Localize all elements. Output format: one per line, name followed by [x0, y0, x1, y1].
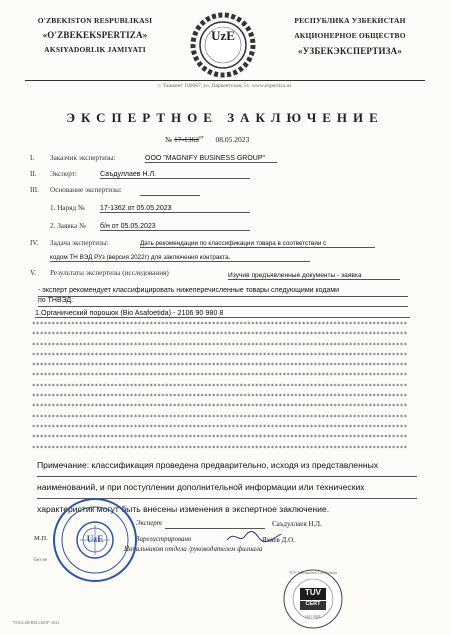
- uzexpertiza-logo-icon: [188, 10, 258, 80]
- expert-value: Саъдуллаев Н.Л.: [100, 171, 250, 179]
- header-left-line1: O'ZBEKISTON RESPUBLIKASI: [37, 16, 153, 25]
- tuv-mark: TUV: [305, 588, 321, 597]
- expert-sign-label: Эксперт: [136, 519, 162, 527]
- roman-i: I.: [30, 154, 35, 162]
- note-line3: характеристик могут быть внесены изменения в экспертное заключение.: [37, 504, 330, 514]
- document-number-line: [165, 135, 249, 144]
- results-line2-rule: [38, 296, 408, 297]
- task-value-line1: Дать рекомендации по классификации товара в соответствии с: [140, 240, 375, 248]
- roman-v: V.: [30, 269, 37, 277]
- header-right-line1: РЕСПУБЛИКА УЗБЕКИСТАН: [294, 16, 406, 25]
- logo-text: UzE: [211, 28, 235, 43]
- header-left-line3: AKSIYADORLIK JAMIYATI: [44, 45, 146, 54]
- expert-label: Эксперт:: [50, 170, 77, 178]
- application-label: 2. Заявка №: [50, 222, 86, 230]
- roman-iii: III.: [30, 186, 39, 194]
- registered-label: Зарегистрировано: [136, 535, 192, 543]
- number-suffix: от: [199, 135, 204, 141]
- expert-sign-name: Саъдуллаев Н.Л.: [272, 520, 322, 528]
- mp-label: М.П.: [34, 535, 48, 542]
- note-line2: наименований, и при поступлении дополнительной информации или технических: [37, 477, 417, 499]
- header-rule: [25, 80, 425, 81]
- customer-value: ООО "MAGNIFY BUSINESS GROUP": [145, 155, 277, 163]
- customer-label: Заказчик экспертизы:: [50, 154, 116, 162]
- header-right-line3: «УЗБЕКЭКСПЕРТИЗА»: [298, 46, 402, 56]
- printer-note: "TOULAR BELLEEN" 2024: [12, 620, 60, 625]
- tuv-top-text: TUV International Certification: [288, 571, 338, 575]
- handwritten-signature: [225, 528, 285, 551]
- results-line3-rule: [38, 306, 408, 307]
- note-line1: Примечание: классификация проведена предварительно, исходя из представленных: [37, 455, 417, 477]
- document-title: ЭКСПЕРТНОЕ ЗАКЛЮЧЕНИЕ: [66, 110, 384, 125]
- tuv-cert-text: CERT: [305, 601, 321, 607]
- number-prefix: №: [165, 135, 173, 144]
- task-value-line2: кодом ТН ВЭД РУз (версия 2022г) для заключения контракта.: [50, 254, 310, 262]
- filler-asterisks: ************************************************************************************************ ************************************************************************************************ ************************************************************************************************ ************************************************************************************************ ************************************************************************************************ ************************************************************************************************ ************************************************************************************************ ************************************************************************************************ ************************************************************************************************ ************************************************************************************************ ************************************************************************************************ ************************************************************************************************ ************************************************************************************************: [32, 321, 408, 452]
- without-label: Без не: [34, 558, 48, 563]
- results-line2: - эксперт рекомендует классифицировать нижеперечисленные товары следующими кодами: [38, 287, 340, 294]
- order-value: 17-1362 от 05.05.2023: [100, 205, 250, 213]
- roman-ii: II.: [30, 170, 37, 178]
- results-value-line1: Изучив предъявленные документы - заявка: [228, 272, 400, 280]
- order-label: 1. Наряд №: [50, 204, 85, 212]
- document-date: 08.05.2023: [215, 135, 250, 144]
- header-address: г. Ташкент 100007, ул. Паркентская, 51. www.expertiza.uz: [158, 83, 292, 89]
- application-value: б/н от 05.05.2023: [100, 223, 250, 231]
- product-rule: [35, 317, 410, 318]
- header-right-line2: АКЦИОНЕРНОЕ ОБЩЕСТВО: [294, 31, 406, 40]
- head-label: Начальником отдела /руководителем филиала: [124, 545, 263, 553]
- document-number: 17-1362: [174, 135, 200, 144]
- task-label: Задача экспертизы:: [50, 239, 109, 247]
- product-classification: 1.Органический порошок (Bio Asafoetida) - 2106 90 980 8: [35, 308, 224, 317]
- results-line3: по ТНВЭД:: [38, 297, 74, 304]
- tuv-sub-text: ISO 9001: [305, 614, 321, 619]
- basis-value: [140, 195, 200, 196]
- stamp-logo-text: UzE: [86, 534, 104, 544]
- basis-label: Основание экспертизы:: [50, 186, 122, 194]
- roman-iv: IV.: [30, 239, 39, 247]
- header-left-line2: «O'ZBEKEKSPERTIZA»: [42, 30, 148, 40]
- results-label: Результаты экспертизы (исследования): [50, 269, 169, 277]
- head-name: Яхяев Д.О.: [262, 536, 295, 544]
